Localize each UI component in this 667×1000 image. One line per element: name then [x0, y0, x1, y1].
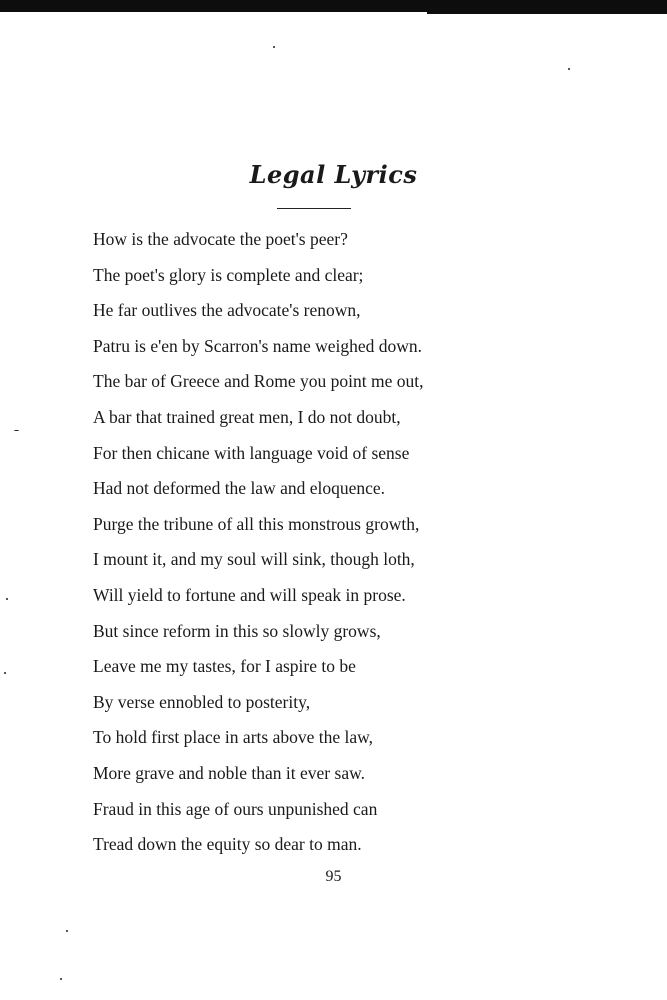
page-number: 95 — [325, 868, 342, 885]
poem-line: Patru is e'en by Scarron's name weighed down. — [93, 335, 423, 356]
poem-line: He far outlives the advocate's renown, — [93, 300, 361, 321]
poem-line: Purge the tribune of all this monstrous growth, — [93, 513, 420, 534]
scan-speck — [14, 430, 19, 431]
scan-speck — [60, 978, 62, 980]
poem-line: To hold first place in arts above the law, — [93, 727, 373, 748]
poem-line: But since reform in this so slowly grows, — [93, 620, 381, 641]
scan-speck — [568, 68, 570, 70]
poem-line: By verse ennobled to posterity, — [93, 691, 311, 712]
head-rule — [277, 208, 351, 209]
scan-edge-band — [0, 0, 667, 12]
poem-line: The bar of Greece and Rome you point me out, — [93, 371, 424, 392]
poem-line: A bar that trained great men, I do not doubt, — [93, 406, 401, 427]
poem-line: More grave and noble than it ever saw. — [93, 762, 365, 783]
poem-line: How is the advocate the poet's peer? — [93, 229, 348, 249]
poem-line: Tread down the equity so dear to man. — [93, 834, 362, 855]
poem-line: I mount it, and my soul will sink, though loth, — [93, 549, 415, 570]
poem-line: The poet's glory is complete and clear; — [93, 264, 364, 285]
poem-line: Had not deformed the law and eloquence. — [93, 478, 386, 499]
poem-line: Will yield to fortune and will speak in prose. — [93, 584, 406, 605]
poem-line: Fraud in this age of ours unpunished can — [93, 798, 378, 819]
scan-speck — [273, 46, 275, 48]
scan-speck — [4, 672, 6, 674]
poem-line: Leave me my tastes, for I aspire to be — [93, 656, 356, 677]
poem-text — [93, 222, 423, 863]
scan-speck — [6, 598, 8, 600]
running-head: Legal Lyrics — [249, 160, 418, 189]
scan-speck — [66, 930, 68, 932]
poem-line: For then chicane with language void of sense — [93, 442, 410, 463]
